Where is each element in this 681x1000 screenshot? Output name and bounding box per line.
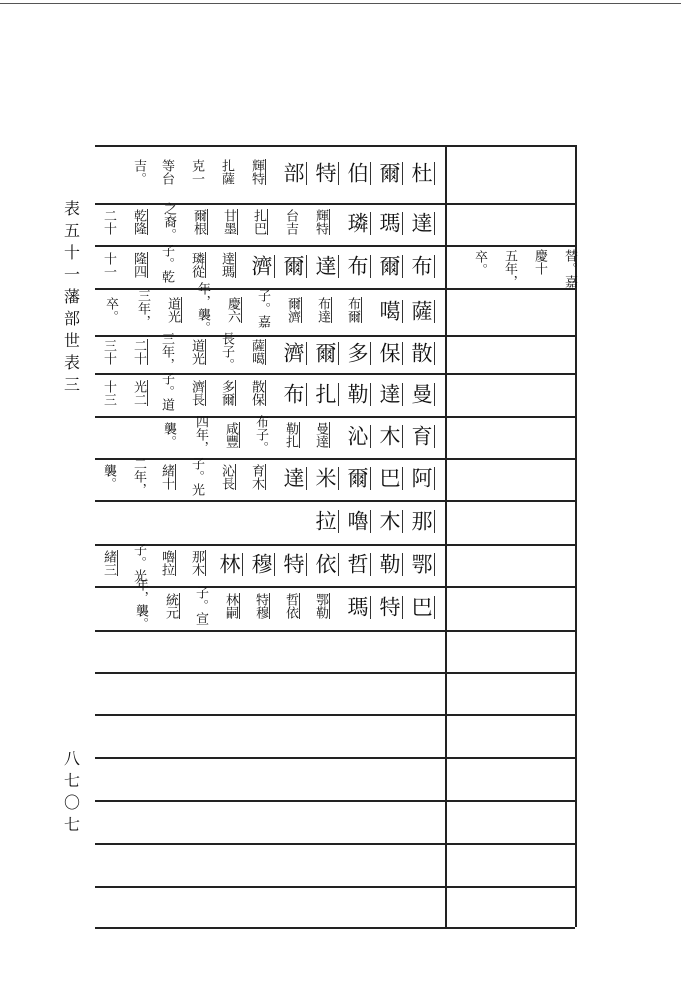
note-text: 三年， — [135, 289, 150, 328]
name-char: 爾 — [345, 467, 369, 490]
note-text: 統元 — [163, 593, 178, 619]
note-text: 薩噶 — [249, 339, 264, 365]
note-text: 布達 — [315, 296, 330, 323]
note-text: 子。道 — [159, 372, 174, 411]
name-char: 扎 — [313, 382, 337, 406]
table-row — [97, 373, 442, 416]
note-text: 爾濟 — [285, 296, 300, 323]
note-text: 道光 — [165, 296, 180, 323]
table-row — [97, 281, 442, 335]
table-row — [97, 544, 442, 586]
name-char: 嚕 — [345, 510, 369, 533]
table-rule — [95, 843, 575, 845]
note-text: 二十 — [131, 339, 146, 365]
note-text: 子。光 — [131, 542, 146, 582]
name-char: 達 — [409, 212, 433, 235]
note-text: 林嗣 — [223, 593, 238, 619]
name-char: 濟 — [249, 254, 273, 278]
name-char: 爾 — [377, 254, 401, 278]
name-char: 木 — [377, 425, 401, 448]
name-char: 爾 — [281, 254, 305, 278]
note-text: 爾根 — [191, 209, 206, 235]
table-rule — [95, 630, 575, 632]
note-text: 年，襲。 — [195, 281, 210, 334]
table-rule — [95, 714, 575, 716]
name-char: 拉 — [313, 510, 337, 533]
note-text: 慶十 — [532, 249, 547, 275]
note-text: 勒扎 — [283, 422, 298, 448]
name-char: 穆 — [249, 553, 273, 576]
note-text: 扎薩 — [219, 159, 234, 185]
name-char: 達 — [377, 382, 401, 406]
name-char: 達 — [281, 467, 305, 490]
side-header: 表五十一 藩部世表三 — [63, 199, 97, 394]
name-char: 曼 — [409, 382, 433, 406]
name-char: 勒 — [377, 553, 401, 576]
note-text: 卒。 — [103, 296, 118, 323]
name-char: 勒 — [345, 382, 369, 406]
table-row — [97, 578, 442, 630]
note-text: 輝特 — [249, 159, 264, 185]
note-text: 替。嘉 — [562, 249, 577, 288]
note-text: 那木 — [189, 550, 204, 576]
name-char: 達 — [313, 254, 337, 278]
note-text: 子。乾 — [159, 244, 174, 283]
note-text: 鄂勒 — [313, 593, 328, 619]
table-row — [97, 145, 442, 203]
note-text: 五年， — [502, 249, 517, 288]
name-char: 布 — [281, 382, 305, 406]
note-text: 卒。 — [472, 250, 487, 276]
note-text: 甘墨 — [221, 209, 236, 235]
name-char: 伯 — [345, 162, 369, 185]
name-char: 特 — [281, 553, 305, 576]
name-char: 育 — [409, 425, 433, 448]
note-text: 之裔。 — [161, 201, 176, 241]
note-text: 克一 — [189, 159, 204, 185]
name-char: 杜 — [409, 162, 433, 185]
table-row — [97, 331, 442, 373]
name-char: 特 — [377, 596, 401, 619]
name-char: 特 — [313, 162, 337, 185]
note-text: 多爾 — [219, 379, 234, 406]
table-rule — [95, 757, 575, 759]
note-text: 育木 — [249, 464, 264, 490]
top-border-line — [0, 3, 681, 4]
note-text: 襲。 — [161, 422, 176, 448]
note-text: 長子。 — [219, 331, 234, 371]
table-row — [97, 245, 442, 288]
note-text: 三年， — [159, 331, 174, 371]
note-text: 濟長 — [189, 379, 204, 406]
column-divider — [445, 145, 447, 927]
name-char: 多 — [345, 342, 369, 365]
note-text: 輝特 — [313, 209, 328, 235]
name-char: 爾 — [313, 342, 337, 365]
page-number: 八七〇七 — [63, 749, 80, 834]
note-text: 十三 — [101, 379, 116, 406]
note-text: 子。宣 — [193, 585, 208, 625]
name-char: 噶 — [377, 299, 401, 323]
name-char: 薩 — [409, 299, 433, 323]
note-text: 哲依 — [283, 593, 298, 619]
note-text: 台吉 — [283, 209, 298, 235]
name-char: 那 — [409, 510, 433, 533]
name-char: 布 — [345, 254, 369, 278]
note-text: 隆四 — [131, 251, 146, 278]
note-text: 緒十 — [159, 464, 174, 490]
note-text: 嚕拉 — [159, 550, 174, 576]
table-rule — [95, 672, 575, 674]
note-text: 乾隆 — [131, 209, 146, 235]
note-text: 道光 — [189, 339, 204, 365]
name-char: 沁 — [345, 425, 369, 448]
note-text: 二年， — [131, 456, 146, 496]
note-text: 緒三 — [101, 550, 116, 576]
right-notes-column — [450, 246, 577, 288]
table-rule — [95, 800, 575, 802]
note-text: 沁長 — [219, 464, 234, 490]
table-row — [97, 458, 442, 500]
note-text: 二十 — [101, 209, 116, 235]
note-text: 曼達 — [313, 422, 328, 448]
note-text: 四年， — [193, 414, 208, 454]
name-char: 林 — [217, 553, 241, 576]
name-char: 保 — [377, 342, 401, 365]
name-char: 璘 — [345, 212, 369, 235]
note-text: 光二 — [131, 379, 146, 406]
name-char: 依 — [313, 553, 337, 576]
name-char: 瑪 — [345, 596, 369, 619]
note-text: 布子。 — [253, 414, 268, 454]
name-char: 米 — [313, 467, 337, 490]
name-char: 木 — [377, 510, 401, 533]
note-text: 子。嘉 — [255, 289, 270, 328]
note-text: 咸豐 — [223, 422, 238, 448]
name-char: 濟 — [281, 342, 305, 365]
table-rule — [95, 886, 575, 888]
note-text: 子。光 — [189, 456, 204, 496]
note-text: 布爾 — [345, 296, 360, 323]
note-text: 特穆 — [253, 593, 268, 619]
name-char: 巴 — [409, 596, 433, 619]
note-text: 年，襲。 — [133, 578, 148, 630]
note-text: 等台 — [159, 159, 174, 185]
name-char: 哲 — [345, 553, 369, 576]
note-text: 散保 — [249, 379, 264, 406]
name-char: 布 — [409, 254, 433, 278]
name-char: 散 — [409, 342, 433, 365]
note-text: 璘從 — [189, 251, 204, 278]
name-char: 瑪 — [377, 212, 401, 235]
note-text: 吉。 — [131, 159, 146, 185]
table-row — [97, 416, 442, 458]
note-text: 三十 — [101, 339, 116, 365]
name-char: 鄂 — [409, 553, 433, 576]
name-char: 巴 — [377, 467, 401, 490]
note-text: 扎巴 — [251, 209, 266, 235]
note-text: 達瑪 — [219, 251, 234, 278]
name-char: 部 — [281, 162, 305, 185]
name-char: 爾 — [377, 162, 401, 185]
table-row — [97, 203, 442, 245]
table-rule — [95, 927, 575, 929]
note-text: 十一 — [101, 251, 116, 278]
note-text: 襲。 — [101, 464, 116, 490]
note-text: 慶六 — [225, 296, 240, 323]
name-char: 阿 — [409, 467, 433, 490]
table-row — [97, 500, 442, 544]
